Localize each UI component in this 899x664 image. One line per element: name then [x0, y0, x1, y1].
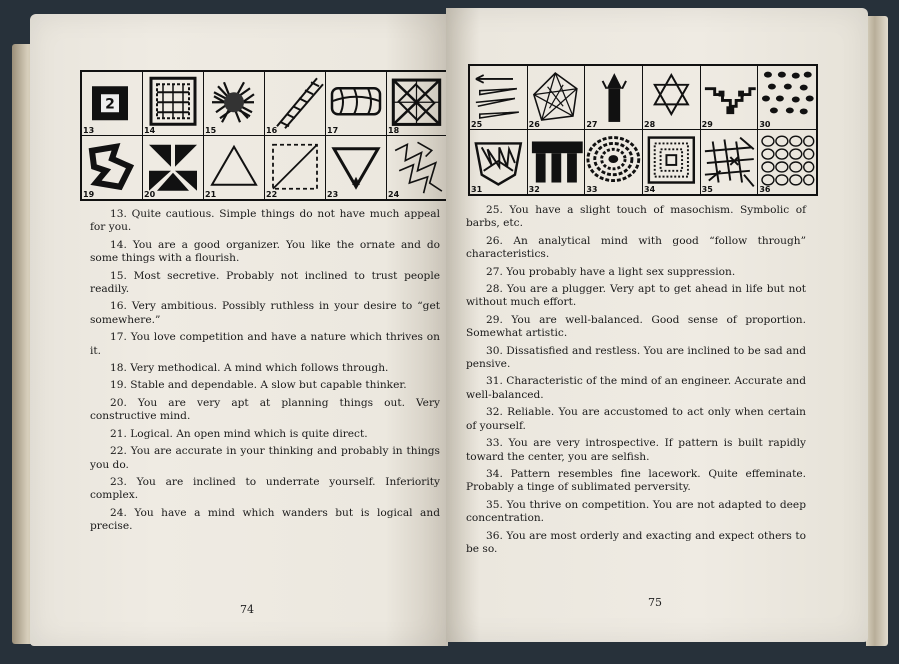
- pattern-18: [387, 72, 448, 136]
- left-page: [30, 14, 448, 646]
- entry: 19. Stable and dependable. A slow but capable thinker.: [110, 379, 407, 392]
- entry: 24. You have a mind which wanders but is logical and precise.: [90, 506, 440, 533]
- entry: 29. You are well-balanced. Good sense of proportion. Somewhat artistic.: [466, 313, 806, 340]
- entry: 25. You have a slight touch of masochism. Symbolic of barbs, etc.: [466, 204, 806, 230]
- pattern-number: 25: [471, 120, 483, 129]
- pattern-number: 13: [83, 125, 95, 135]
- pattern-number: 28: [644, 120, 656, 129]
- open-book: [10, 6, 888, 656]
- right-page: [446, 8, 868, 642]
- entry: 35. You thrive on competition. You are not adapted to deep concentration.: [466, 498, 806, 525]
- pattern-19: [82, 136, 143, 200]
- pattern-25: [470, 66, 528, 130]
- pattern-26: [528, 66, 586, 130]
- left-page-text: [90, 208, 440, 538]
- pattern-number: 17: [327, 125, 339, 135]
- entry: 20. You are very apt at planning things out. Very constructive mind.: [90, 396, 440, 423]
- pattern-30: [758, 66, 816, 130]
- pattern-24: [387, 136, 448, 200]
- pattern-number: 26: [528, 120, 540, 129]
- pattern-grid-right: [468, 64, 818, 196]
- entry: 31. Characteristic of the mind of an engineer. Accurate and well-balanced.: [466, 375, 807, 401]
- entry: 15. Most secretive. Probably not inclined to trust people readily.: [90, 269, 440, 296]
- pattern-17: [326, 72, 387, 136]
- entry: 36. You are most orderly and exacting and expect others to be so.: [466, 529, 806, 555]
- pattern-14: [143, 72, 204, 136]
- pattern-27: [585, 66, 643, 130]
- pattern-number: 33: [586, 185, 598, 194]
- entry: 17. You love competition and have a nature which thrives on it.: [90, 331, 441, 357]
- pattern-35: [701, 130, 759, 194]
- pattern-32: [528, 130, 586, 194]
- pattern-number: 27: [586, 120, 598, 129]
- entry: 13. Quite cautious. Simple things do not have much appeal for you.: [90, 208, 440, 234]
- pattern-number: 20: [144, 190, 156, 199]
- pattern-number: 31: [471, 185, 483, 194]
- entry: 34. Pattern resembles fine lacework. Quite effeminate. Probably a tinge of sublimated perversity.: [466, 467, 806, 494]
- pattern-29: [701, 66, 759, 130]
- entry: 18. Very methodical. A mind which follows through.: [110, 362, 389, 375]
- pattern-grid-left: [80, 70, 450, 201]
- entry: 28. You are a plugger. Very apt to get ahead in life but not without much effort.: [466, 283, 806, 309]
- entry: 26. An analytical mind with good “follow through” characteristics.: [466, 234, 806, 261]
- pattern-34: [643, 130, 701, 194]
- entry: 33. You are very introspective. If pattern is built rapidly toward the center, you are selfish.: [466, 437, 806, 463]
- book-cover-right-edge: [866, 16, 888, 646]
- pattern-23: [326, 136, 387, 200]
- entry: 14. You are a good organizer. You like the ornate and do some things with a flourish.: [90, 238, 440, 265]
- pattern-number: 14: [144, 125, 156, 135]
- pattern-28: [643, 66, 701, 130]
- pattern-number: 29: [701, 120, 713, 129]
- pattern-number: 24: [388, 190, 400, 199]
- pattern-number: 32: [528, 185, 540, 194]
- pattern-number: 16: [266, 125, 278, 135]
- entry: 22. You are accurate in your thinking and probably in things you do.: [90, 445, 440, 471]
- pattern-number: 21: [205, 190, 217, 199]
- pattern-number: 22: [266, 190, 278, 199]
- entry: 23. You are inclined to underrate yourself. Inferiority complex.: [90, 475, 440, 502]
- pattern-number: 18: [388, 125, 400, 135]
- right-page-text: [466, 204, 806, 560]
- pattern-number: 15: [205, 125, 217, 135]
- entry: 16. Very ambitious. Possibly ruthless in your desire to “get somewhere.”: [90, 300, 440, 326]
- entry: 30. Dissatisfied and restless. You are inclined to be sad and pensive.: [466, 344, 806, 371]
- pattern-number: 30: [759, 120, 771, 129]
- pattern-13: [82, 72, 143, 136]
- pattern-33: [585, 130, 643, 194]
- pattern-31: [470, 130, 528, 194]
- pattern-20: [143, 136, 204, 200]
- pattern-number: 35: [701, 185, 713, 194]
- pattern-15: [204, 72, 265, 136]
- page-number: 74: [240, 603, 254, 616]
- pattern-number: 19: [83, 190, 95, 199]
- pattern-22: [265, 136, 326, 200]
- page-number: 75: [648, 596, 662, 609]
- pattern-13-digit: 2: [105, 96, 115, 113]
- pattern-36: [758, 130, 816, 194]
- entry: 32. Reliable. You are accustomed to act only when certain of yourself.: [466, 406, 806, 432]
- pattern-number: 34: [644, 185, 656, 194]
- entry: 21. Logical. An open mind which is quite direct.: [110, 427, 368, 440]
- pattern-16: [265, 72, 326, 136]
- pattern-21: [204, 136, 265, 200]
- pattern-number: 23: [327, 190, 339, 199]
- entry: 27. You probably have a light sex suppression.: [486, 265, 736, 278]
- pattern-number: 36: [759, 185, 771, 194]
